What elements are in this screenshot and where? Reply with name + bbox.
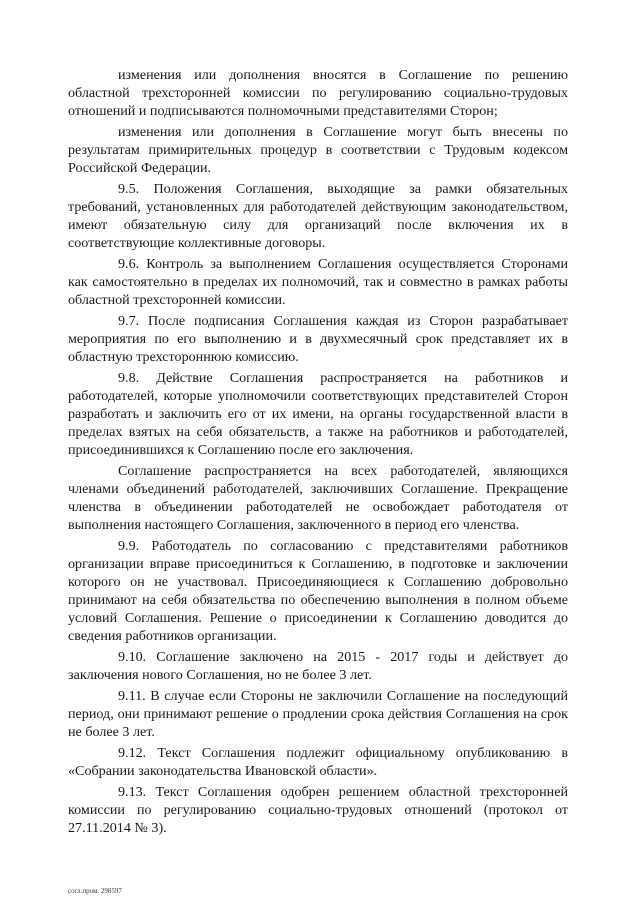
paragraph-9-11: 9.11. В случае если Стороны не заключили Соглашение на последующий период, они принимают решение о продлении срока действия Соглашения на срок не более 3 лет. — [68, 688, 568, 740]
paragraph-9-12: 9.12. Текст Соглашения подлежит официальному опубликованию в «Собрании законодательства Ивановской области». — [68, 745, 568, 779]
paragraph-employers-membership: Соглашение распространяется на всех работодателей, являющихся членами объединений работодателей, заключивших Соглашение. Прекращение членства в объединении работодателей не освобождает работодателя от выполнения настоящего Соглашения, заключенного в период его членства. — [68, 463, 568, 533]
paragraph-9-7: 9.7. После подписания Соглашения каждая из Сторон разрабатывает мероприятия по его выполнению и в двухмесячный срок представляет их в областную трехстороннюю комиссию. — [68, 313, 568, 365]
paragraph-9-10: 9.10. Соглашение заключено на 2015 - 2017 годы и действует до заключения нового Соглашения, но не более 3 лет. — [68, 649, 568, 683]
paragraph-9-9: 9.9. Работодатель по согласованию с представителями работников организации вправе присоединиться к Соглашению, в подготовке и заключении которого он не участвовал. Присоединяющиеся к Соглашению добровольно принимают на себя обязательства по обеспечению выполнения в полном объеме условий Соглашения. Решение о присоединении к Соглашению доводится до сведения работников организации. — [68, 538, 568, 644]
paragraph-9-6: 9.6. Контроль за выполнением Соглашения осуществляется Сторонами как самостоятельно в пределах их полномочий, так и совместно в рамках работы областной трехсторонней комиссии. — [68, 256, 568, 308]
paragraph-amendment-by-commission: изменения или дополнения вносятся в Соглашение по решению областной трехсторонней комиссии по регулированию социально-трудовых отношений и подписываются полномочными представителями Сторон; — [68, 67, 568, 119]
paragraph-amendment-by-conciliation: изменения или дополнения в Соглашение могут быть внесены по результатам примирительных процедур в соответствии с Трудовым кодексом Российской Федерации. — [68, 124, 568, 176]
paragraph-9-13: 9.13. Текст Соглашения одобрен решением областной трехсторонней комиссии по регулированию социально-трудовых отношений (протокол от 27.11.2014 № 3). — [68, 784, 568, 836]
paragraph-9-5: 9.5. Положения Соглашения, выходящие за рамки обязательных требований, установленных для работодателей действующим законодательством, имеют обязательную силу для организаций после включения их в соответствующие коллективные договоры. — [68, 181, 568, 251]
paragraph-9-8: 9.8. Действие Соглашения распространяется на работников и работодателей, которые уполномочили соответствующих представителей Сторон разработать и заключить его от их имени, на органы государственной власти в пределах взятых на себя обязательств, а также на работников и работодателей, присоединившихся к Соглашению после его заключения. — [68, 370, 568, 458]
document-body — [68, 66, 568, 840]
page-footer-code: согл.пром. 298597 — [68, 887, 122, 895]
